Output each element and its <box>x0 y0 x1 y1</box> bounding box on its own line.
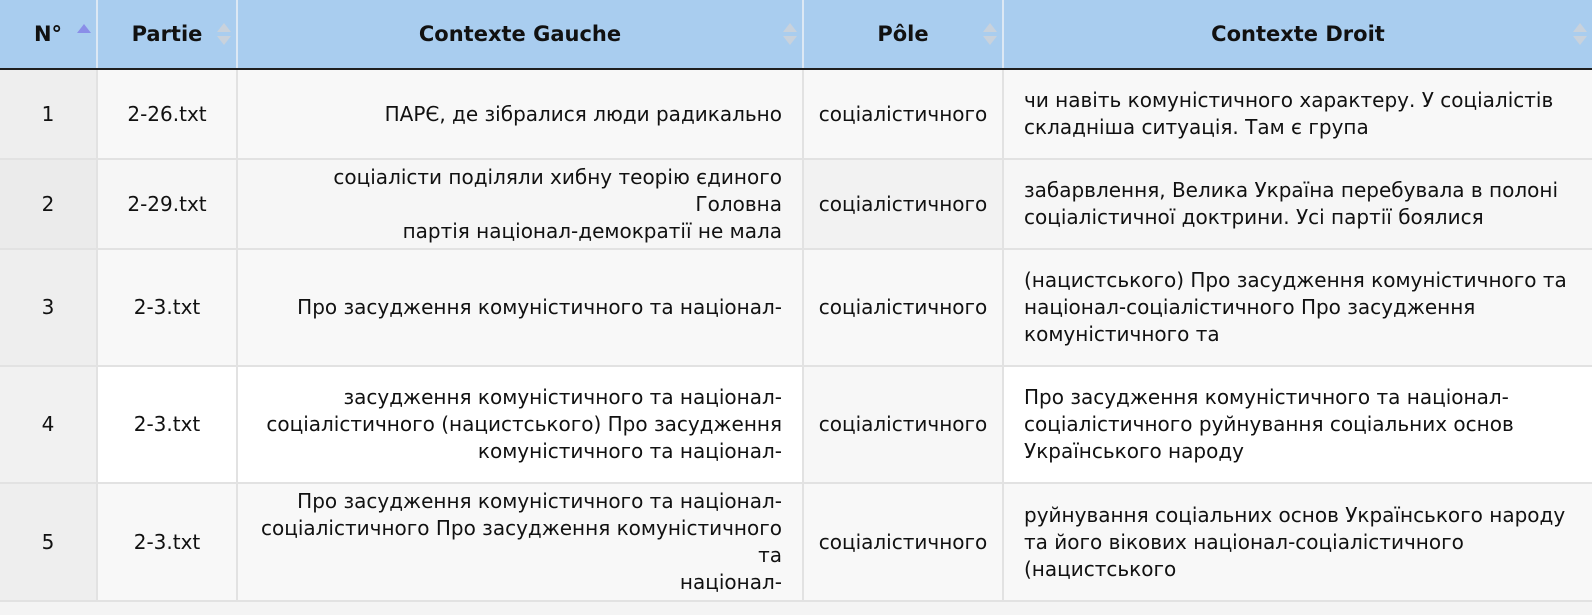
sort-both-icon[interactable] <box>982 20 998 48</box>
context-line: соціалістичної доктрини. Усі партії боялися <box>1024 205 1484 229</box>
context-line: засудження комуністичного та націонал- <box>343 385 782 409</box>
column-header-contexte-gauche-label: Contexte Gauche <box>418 22 622 46</box>
context-line: ПАРЄ, де зібралися люди радикально <box>384 101 782 126</box>
cell-no: 3 <box>0 249 97 366</box>
sort-both-icon[interactable] <box>1572 20 1588 48</box>
context-line: та його вікових націонал-соціалістичного <box>1024 529 1464 554</box>
context-line: соціалістичного руйнування соціальних основ <box>1024 412 1514 436</box>
column-header-no[interactable] <box>0 0 97 69</box>
context-line: комуністичного та націонал- <box>477 439 782 463</box>
cell-contexte-droit <box>1003 483 1592 601</box>
context-line: руйнування соціальних основ Українського народу <box>1024 502 1566 527</box>
context-line: соціалістичного Про засудження комуністичного та <box>260 516 782 567</box>
sort-both-icon[interactable] <box>782 20 798 48</box>
column-header-contexte-droit[interactable] <box>1003 0 1592 69</box>
context-line: націонал-соціалістичного Про засудження <box>1024 295 1476 319</box>
sort-ascending-icon[interactable] <box>76 20 92 48</box>
context-line: соціалістичного (нацистського) Про засудження <box>266 412 782 436</box>
cell-partie: 2-26.txt <box>97 69 237 159</box>
column-header-pole[interactable] <box>803 0 1003 69</box>
cell-pole: соціалістичного <box>803 366 1003 483</box>
column-header-partie-label: Partie <box>131 22 203 46</box>
cell-partie: 2-3.txt <box>97 366 237 483</box>
column-header-contexte-droit-label: Contexte Droit <box>1211 22 1385 46</box>
cell-no: 1 <box>0 69 97 159</box>
cell-contexte-gauche <box>237 249 803 366</box>
column-header-pole-label: Pôle <box>877 22 929 46</box>
cell-partie: 2-3.txt <box>97 483 237 601</box>
context-line: (нацистського) Про засудження комуністичного та <box>1024 268 1567 292</box>
cell-contexte-gauche <box>237 69 803 159</box>
cell-partie: 2-29.txt <box>97 159 237 249</box>
context-line: Про засудження комуністичного та націонал- <box>297 295 782 319</box>
cell-no: 4 <box>0 366 97 483</box>
context-line: чи навіть комуністичного характеру. У соціалістів <box>1024 88 1554 112</box>
sort-both-icon[interactable] <box>216 20 232 48</box>
cell-no: 5 <box>0 483 97 601</box>
context-line: складніша ситуація. Там є група <box>1024 115 1369 139</box>
header-row <box>0 0 1592 69</box>
cell-contexte-droit <box>1003 69 1592 159</box>
context-line: комуністичного та <box>1024 322 1220 346</box>
cell-pole: соціалістичного <box>803 483 1003 601</box>
context-line: Українського народу <box>1024 439 1244 463</box>
table-row[interactable] <box>0 483 1592 601</box>
cell-pole: соціалістичного <box>803 159 1003 249</box>
context-line: партія націонал-демократії не мала <box>402 218 782 243</box>
context-line: (нацистського <box>1024 556 1177 581</box>
context-line: забарвлення, Велика Україна перебувала в полоні <box>1024 178 1559 202</box>
context-line: націонал- <box>679 570 782 594</box>
table-row[interactable] <box>0 249 1592 366</box>
cell-contexte-droit <box>1003 159 1592 249</box>
cell-contexte-droit <box>1003 249 1592 366</box>
context-line: Про засудження комуністичного та націонал- <box>297 489 782 513</box>
cell-contexte-gauche <box>237 159 803 249</box>
cell-contexte-gauche <box>237 483 803 601</box>
table-row[interactable] <box>0 159 1592 249</box>
context-line: соціалісти поділяли хибну теорію єдиного Головна <box>333 164 782 216</box>
cell-pole: соціалістичного <box>803 249 1003 366</box>
table-row[interactable] <box>0 69 1592 159</box>
cell-no: 2 <box>0 159 97 249</box>
column-header-partie[interactable] <box>97 0 237 69</box>
cell-pole: соціалістичного <box>803 69 1003 159</box>
table-row[interactable] <box>0 366 1592 483</box>
cell-partie: 2-3.txt <box>97 249 237 366</box>
cell-contexte-droit <box>1003 366 1592 483</box>
cell-contexte-gauche <box>237 366 803 483</box>
context-line: Про засудження комуністичного та націонал- <box>1024 385 1509 409</box>
column-header-contexte-gauche[interactable] <box>237 0 803 69</box>
column-header-no-label: N° <box>33 22 63 46</box>
